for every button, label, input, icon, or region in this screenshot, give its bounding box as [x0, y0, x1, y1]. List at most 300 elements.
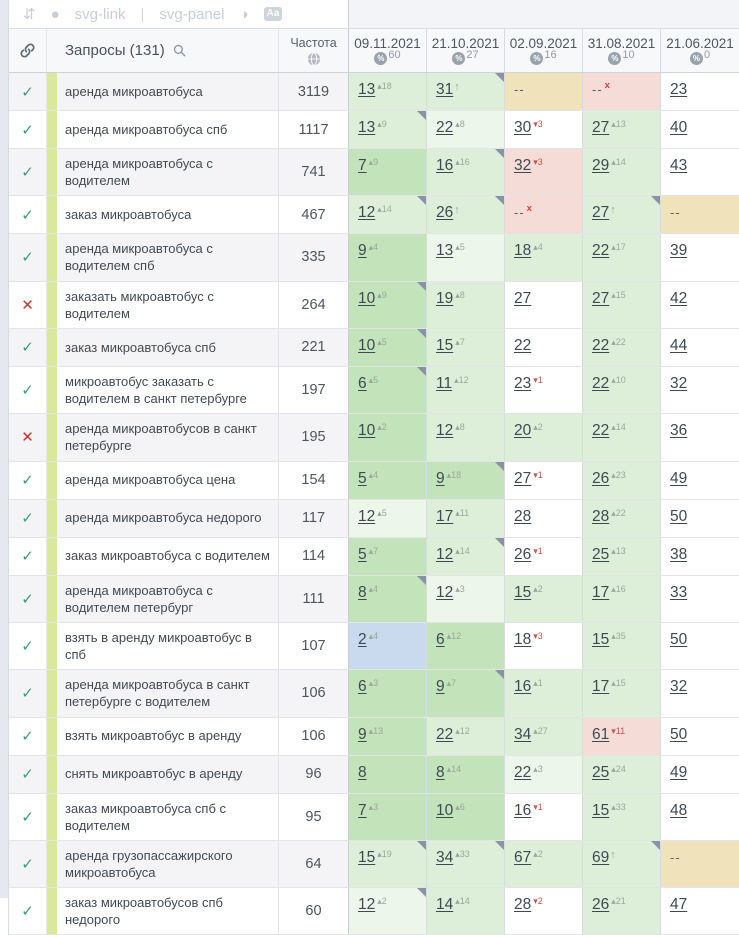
position-value[interactable]: 49	[670, 469, 688, 487]
position-cell	[427, 756, 505, 793]
delta-up-value: ▴5	[368, 374, 379, 385]
frequency-cell	[279, 670, 349, 716]
position-value[interactable]: 10	[358, 336, 376, 354]
header-date-cell[interactable]	[583, 29, 661, 72]
position-value[interactable]: 5	[358, 469, 367, 487]
position-value[interactable]: 12	[436, 545, 454, 563]
table-row	[9, 234, 739, 281]
group-color-stripe	[47, 576, 57, 622]
position-value[interactable]: 27	[592, 289, 610, 307]
frequency-cell	[279, 794, 349, 840]
table-row	[9, 414, 739, 461]
delta-up-value: ▴14	[611, 157, 626, 167]
date-label: 21.06.2021	[666, 36, 734, 51]
keyword-label[interactable]: заказ микроавтобуса спб	[65, 339, 216, 355]
position-value[interactable]: 33	[670, 583, 688, 601]
group-color-stripe	[47, 149, 57, 195]
position-cell	[661, 500, 739, 537]
delta-up-value: ▴33	[455, 848, 470, 859]
frequency-value: 111	[302, 590, 325, 607]
keyword-label[interactable]: заказ микроавтобусов спб недорого	[65, 895, 223, 928]
visibility-percent	[374, 49, 401, 65]
position-value[interactable]: 32	[670, 678, 688, 696]
position-value[interactable]: 12	[358, 204, 376, 222]
position-value[interactable]: 49	[670, 763, 688, 781]
position-value[interactable]: 28	[514, 507, 532, 525]
delta-up-value: ▴5	[377, 336, 387, 347]
position-value[interactable]: 26	[592, 896, 610, 914]
link-icon[interactable]: svg-link	[74, 5, 126, 23]
position-value[interactable]: 12	[358, 896, 376, 914]
percent-value: 10	[622, 49, 635, 61]
position-value[interactable]: 27	[514, 469, 532, 487]
keyword-label[interactable]: аренда грузопассажирского микроавтобуса	[65, 847, 233, 880]
position-value[interactable]: 15	[592, 630, 610, 648]
font-icon[interactable]: Aa	[264, 7, 283, 21]
delta-down-value: ▾11	[611, 725, 626, 736]
position-cell	[505, 500, 583, 537]
delta-up-value: ▴14	[446, 763, 462, 774]
position-empty: --	[592, 82, 603, 97]
position-value[interactable]: 26	[436, 204, 454, 222]
position-cell	[661, 623, 739, 669]
check-icon: ✓	[21, 808, 34, 826]
frequency-value: 264	[301, 296, 326, 313]
percent-icon: %	[608, 52, 621, 65]
group-color-stripe	[47, 367, 57, 413]
status-cell[interactable]	[9, 670, 47, 716]
note-corner-icon	[495, 841, 504, 850]
position-value[interactable]: 6	[358, 678, 367, 696]
keyword-label[interactable]: аренда микроавтобуса цена	[65, 472, 236, 488]
position-value[interactable]: 12	[436, 422, 454, 440]
check-icon: ✓	[21, 766, 34, 783]
position-value[interactable]: 6	[358, 374, 367, 392]
position-value[interactable]: 27	[592, 119, 610, 136]
delta-down-value: ▾1	[533, 469, 543, 480]
position-value[interactable]: 31	[436, 81, 454, 98]
keyword-label[interactable]: заказать микроавтобус с водителем	[65, 288, 214, 321]
group-color-stripe	[47, 196, 57, 233]
position-cell	[583, 111, 661, 148]
position-cell	[349, 73, 427, 110]
dropped-out-icon: x	[526, 203, 532, 215]
frequency-value: 95	[305, 808, 322, 825]
position-value[interactable]: 22	[592, 374, 610, 392]
position-value[interactable]: 10	[436, 801, 454, 819]
status-cell[interactable]	[9, 111, 47, 148]
keyword-label[interactable]: аренда микроавтобуса недорого	[65, 510, 262, 526]
position-cell	[583, 462, 661, 499]
sort-icon[interactable]: ⇵	[23, 5, 36, 23]
position-value[interactable]: 38	[670, 545, 688, 563]
note-corner-icon	[417, 196, 426, 205]
delta-up-value: ▴33	[611, 801, 626, 812]
status-cell[interactable]	[9, 576, 47, 622]
status-cell[interactable]	[9, 538, 47, 575]
position-cell	[427, 329, 505, 366]
position-cell	[427, 462, 505, 499]
position-value[interactable]: 69	[592, 848, 610, 866]
delta-up-value: ▴13	[611, 545, 626, 556]
position-value[interactable]: 9	[358, 242, 367, 260]
queries-header-label: Запросы (131)	[65, 42, 165, 59]
check-icon: ✓	[21, 164, 34, 182]
table-row	[9, 576, 739, 623]
delta-down-value: ▾2	[533, 896, 543, 907]
visibility-percent	[690, 49, 711, 65]
position-cell	[661, 149, 739, 195]
position-value[interactable]: 44	[670, 336, 688, 354]
delta-up-value: ▴35	[611, 630, 626, 641]
position-value[interactable]: 50	[670, 630, 688, 648]
position-value[interactable]: 22	[514, 763, 532, 781]
check-icon: ✓	[21, 472, 34, 490]
position-value[interactable]: 22	[592, 422, 610, 440]
position-value[interactable]: 39	[670, 242, 688, 260]
delta-up-value: ▴3	[368, 801, 379, 812]
position-value[interactable]: 12	[358, 507, 376, 525]
frequency-value: 114	[301, 548, 326, 565]
position-value[interactable]: 32	[514, 157, 532, 174]
delta-up-value: ▴14	[377, 204, 392, 215]
position-value[interactable]: 26	[514, 545, 532, 563]
position-cell	[661, 794, 739, 840]
keyword-label[interactable]: аренда микроавтобуса с водителем	[65, 156, 213, 189]
position-value[interactable]: 42	[670, 289, 688, 307]
position-value[interactable]: 34	[514, 725, 532, 743]
delta-down-value: ▾1	[533, 801, 543, 812]
position-value[interactable]: 10	[358, 289, 376, 307]
keyword-cell	[47, 462, 279, 499]
position-value[interactable]: 15	[358, 848, 376, 866]
position-value[interactable]: 9	[436, 469, 445, 487]
position-value[interactable]: 28	[592, 507, 610, 525]
position-cell	[427, 149, 505, 195]
delta-up-value: ▴18	[446, 469, 462, 480]
frequency-cell	[279, 538, 349, 575]
header-queries-cell	[47, 29, 279, 72]
position-value[interactable]: 16	[514, 678, 532, 696]
delta-up-value: ▴5	[455, 242, 465, 253]
frequency-cell	[279, 73, 349, 110]
frequency-value: 106	[301, 728, 326, 744]
keyword-label[interactable]: аренда микроавтобуса с водителем спб	[65, 241, 213, 274]
position-value[interactable]: 22	[592, 336, 610, 354]
position-value[interactable]: 10	[358, 422, 376, 440]
table-row	[9, 538, 739, 576]
position-cell	[349, 234, 427, 280]
delta-up-value: ▴16	[611, 583, 626, 594]
delta-up-value: ▴22	[611, 336, 626, 347]
table-body	[9, 73, 739, 935]
table-row	[9, 623, 739, 670]
visibility-percent	[452, 49, 479, 65]
position-value[interactable]: 9	[436, 678, 445, 696]
position-value[interactable]: 23	[670, 81, 688, 98]
delta-up-value: ▴10	[611, 374, 626, 385]
status-cell[interactable]	[9, 329, 47, 366]
delta-up-value: ▴8	[455, 289, 465, 300]
position-value[interactable]: 61	[592, 725, 610, 743]
keyword-label[interactable]: взять в аренду микроавтобус в спб	[65, 629, 252, 663]
position-empty: --	[514, 82, 525, 97]
position-empty: --	[670, 849, 681, 865]
keyword-label[interactable]: снять микроавтобус в аренду	[65, 766, 243, 782]
position-value[interactable]: 22	[436, 725, 454, 743]
position-value[interactable]: 2	[358, 630, 367, 648]
delta-up-value: ▴8	[455, 422, 465, 433]
position-value[interactable]: 15	[592, 801, 610, 819]
percent-icon: %	[452, 52, 465, 65]
position-value[interactable]: 12	[436, 583, 454, 601]
position-value[interactable]: 13	[436, 242, 454, 260]
status-cell[interactable]	[9, 756, 47, 793]
frequency-value: 60	[305, 903, 322, 920]
delta-up-value: ▴9	[368, 157, 379, 167]
frequency-value: 195	[301, 429, 326, 446]
keyword-label[interactable]: заказ микроавтобуса спб с водителем	[65, 800, 227, 833]
position-cell	[583, 282, 661, 328]
position-value[interactable]: 17	[436, 507, 454, 525]
position-cell	[505, 670, 583, 716]
status-cell[interactable]	[9, 500, 47, 537]
delta-up-value: ▴22	[611, 507, 626, 518]
toolbar	[9, 0, 739, 29]
status-cell[interactable]	[9, 841, 47, 887]
table-row	[9, 367, 739, 414]
delta-up-value: ▴12	[454, 374, 469, 385]
position-cell	[427, 111, 505, 148]
delta-up-value: ▴2	[377, 422, 387, 433]
position-value[interactable]: 48	[670, 801, 688, 819]
keyword-cell	[47, 888, 279, 934]
position-value[interactable]: 50	[670, 725, 688, 743]
position-value[interactable]: 50	[670, 507, 688, 525]
position-cell	[583, 196, 661, 233]
note-corner-icon	[417, 576, 426, 585]
position-value[interactable]: 40	[670, 119, 688, 136]
contrast-icon[interactable]: ◑	[239, 5, 249, 23]
group-color-stripe	[47, 500, 57, 537]
position-value[interactable]: 23	[514, 374, 532, 392]
date-label: 09.11.2021	[354, 36, 421, 51]
check-icon: ✓	[21, 382, 34, 400]
position-value[interactable]: 47	[670, 896, 688, 914]
delta-up-value: ▴12	[446, 630, 462, 641]
position-value[interactable]: 26	[592, 469, 610, 487]
position-cell	[427, 282, 505, 328]
position-value[interactable]: 16	[514, 801, 532, 819]
delta-up-value: ▴7	[368, 545, 379, 556]
delta-up-value: ▴21	[611, 896, 626, 907]
position-value[interactable]: 36	[670, 422, 688, 440]
position-value[interactable]: 27	[514, 289, 532, 307]
chain-link-icon	[18, 41, 37, 60]
position-value[interactable]: 14	[436, 896, 454, 914]
keyword-label[interactable]: взять микроавтобус в аренду	[65, 728, 242, 744]
position-value[interactable]: 8	[358, 583, 367, 601]
header-date-cell[interactable]	[505, 29, 583, 72]
table-row	[9, 149, 739, 196]
position-value[interactable]: 19	[436, 289, 454, 307]
table-row	[9, 718, 739, 756]
panel-icon[interactable]: svg-panel	[159, 5, 225, 23]
position-cell	[349, 111, 427, 148]
position-cell	[661, 841, 739, 887]
position-value[interactable]: 7	[358, 801, 367, 819]
frequency-cell	[279, 367, 349, 413]
delta-up-value: ▴8	[455, 119, 465, 129]
position-cell	[349, 623, 427, 669]
position-value[interactable]: 17	[592, 583, 610, 601]
position-value[interactable]: 18	[514, 630, 532, 648]
position-value[interactable]: 5	[358, 545, 367, 563]
position-cell	[427, 367, 505, 413]
position-value[interactable]: 15	[514, 583, 532, 601]
keyword-cell	[47, 282, 279, 328]
status-cell[interactable]	[9, 196, 47, 233]
position-cell	[583, 73, 661, 110]
keyword-label[interactable]: аренда микроавтобуса в санкт петербурге с водителем	[65, 677, 250, 710]
header-frequency-cell[interactable]	[279, 29, 349, 72]
frequency-cell	[279, 576, 349, 622]
position-cell	[349, 718, 427, 755]
position-value[interactable]: 25	[592, 763, 610, 781]
position-cell	[427, 414, 505, 460]
delta-up-value: ▴4	[368, 630, 379, 641]
status-cell[interactable]	[9, 414, 47, 460]
position-value[interactable]: 22	[592, 242, 610, 260]
position-value[interactable]: 30	[514, 119, 532, 136]
delta-up-value: ▴3	[368, 678, 379, 689]
position-value[interactable]: 9	[358, 725, 367, 743]
search-icon[interactable]	[172, 43, 187, 58]
keyword-label[interactable]: аренда микроавтобусов в санкт петербурге	[65, 421, 257, 454]
position-cell	[427, 794, 505, 840]
position-value[interactable]: 27	[592, 204, 610, 222]
delta-up-value: ▴4	[368, 469, 379, 480]
position-value[interactable]: 16	[436, 157, 454, 174]
position-value[interactable]: 13	[358, 81, 376, 98]
header-date-cell[interactable]	[661, 29, 739, 72]
position-cell	[427, 841, 505, 887]
position-cell	[349, 576, 427, 622]
check-icon: ✓	[21, 206, 34, 224]
note-corner-icon	[417, 367, 426, 376]
header-date-cell[interactable]	[349, 29, 427, 72]
keyword-label[interactable]: заказ микроавтобуса	[65, 207, 192, 223]
header-date-cell[interactable]	[427, 29, 505, 72]
keyword-label[interactable]: заказ микроавтобуса с водителем	[65, 548, 270, 564]
group-color-stripe	[47, 538, 57, 575]
keyword-label[interactable]: аренда микроавтобуса с водителем петербург	[65, 582, 213, 615]
keyword-cell	[47, 670, 279, 716]
status-cell[interactable]	[9, 718, 47, 755]
status-cell[interactable]	[9, 234, 47, 280]
keyword-cell	[47, 718, 279, 755]
position-value[interactable]: 13	[358, 119, 376, 136]
position-value[interactable]: 34	[436, 848, 454, 866]
visibility-percent	[530, 49, 557, 65]
position-value[interactable]: 28	[514, 896, 532, 914]
keyword-cell	[47, 500, 279, 537]
position-value[interactable]: 25	[592, 545, 610, 563]
delta-up-value: ▴27	[533, 725, 548, 736]
status-cell[interactable]	[9, 73, 47, 110]
table-row	[9, 196, 739, 234]
position-cell	[661, 888, 739, 934]
target-icon[interactable]: ●	[50, 5, 60, 23]
check-icon: ✓	[21, 83, 34, 101]
position-cell	[583, 367, 661, 413]
delta-up-value: ▴3	[533, 763, 543, 774]
keyword-label[interactable]: микроавтобус заказать с водителем в санкт петербурге	[65, 373, 247, 407]
position-cell	[583, 538, 661, 575]
status-cell[interactable]	[9, 794, 47, 840]
frequency-value: 96	[305, 766, 322, 782]
note-corner-icon	[495, 538, 504, 547]
globe-icon	[307, 52, 321, 66]
delta-up-value: ▴2	[533, 848, 543, 859]
position-value[interactable]: 8	[436, 763, 445, 781]
position-cell	[505, 367, 583, 413]
position-value[interactable]: 7	[358, 157, 367, 174]
status-cell[interactable]	[9, 888, 47, 934]
position-value[interactable]: 18	[514, 242, 532, 260]
keyword-label[interactable]: аренда микроавтобуса спб	[65, 121, 228, 137]
status-cell[interactable]	[9, 149, 47, 195]
position-value[interactable]: 8	[358, 763, 367, 781]
position-cell	[349, 329, 427, 366]
position-value[interactable]: 22	[436, 119, 454, 136]
position-value[interactable]: 6	[436, 630, 445, 648]
position-value[interactable]: 29	[592, 157, 610, 174]
position-value[interactable]: 20	[514, 422, 532, 440]
keyword-label[interactable]: аренда микроавтобуса	[65, 83, 203, 99]
frequency-value: 741	[301, 164, 326, 181]
position-value[interactable]: 17	[592, 678, 610, 696]
header-link-cell[interactable]	[9, 29, 47, 72]
keyword-cell	[47, 73, 279, 110]
position-cell	[661, 196, 739, 233]
position-value[interactable]: 32	[670, 374, 688, 392]
note-corner-icon	[651, 196, 660, 205]
status-cell[interactable]	[9, 462, 47, 499]
group-color-stripe	[47, 756, 57, 793]
position-cell	[349, 196, 427, 233]
delta-up-value: ▴13	[368, 725, 384, 736]
position-cell	[505, 794, 583, 840]
position-value[interactable]: 15	[436, 336, 454, 354]
position-value[interactable]: 67	[514, 848, 532, 866]
position-cell	[505, 234, 583, 280]
position-value[interactable]: 43	[670, 157, 688, 174]
position-cell	[349, 756, 427, 793]
position-cell	[583, 149, 661, 195]
position-cell	[349, 841, 427, 887]
position-cell	[583, 623, 661, 669]
status-cell[interactable]	[9, 623, 47, 669]
position-cell	[583, 670, 661, 716]
delta-up-value: ▴2	[533, 422, 543, 433]
status-cell[interactable]	[9, 282, 47, 328]
frequency-value: 107	[301, 638, 326, 655]
keyword-cell	[47, 329, 279, 366]
position-value[interactable]: 22	[514, 336, 532, 354]
position-value[interactable]: 11	[436, 374, 453, 392]
status-cell[interactable]	[9, 367, 47, 413]
